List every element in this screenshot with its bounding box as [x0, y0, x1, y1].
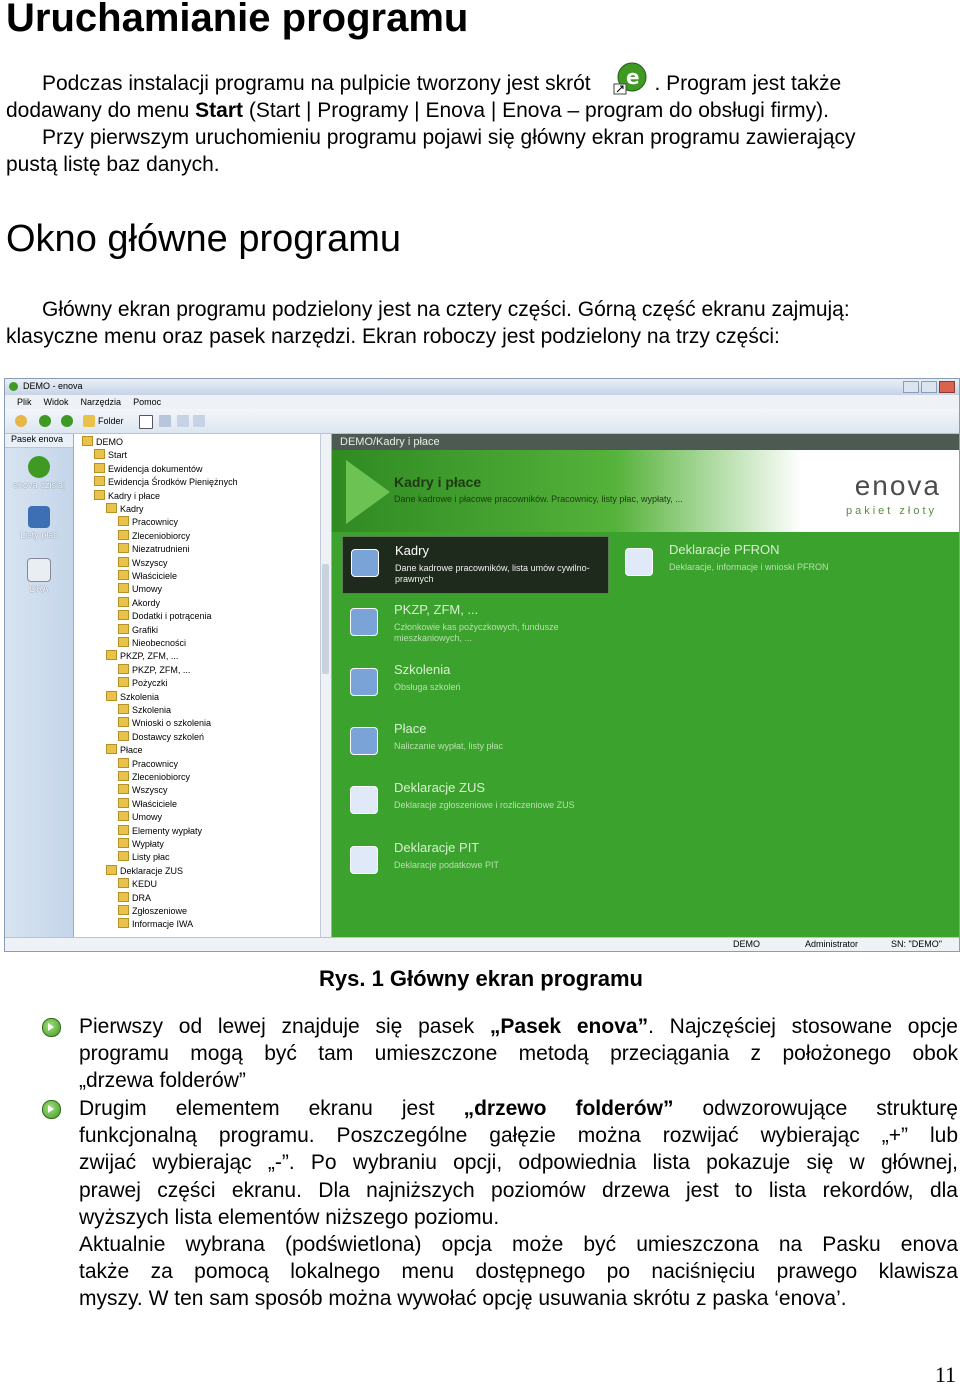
tree-item-label: Pożyczki — [132, 678, 168, 689]
folder-icon — [118, 918, 129, 928]
bullet2-line-3: zwijać wybierając „-”. Po wybraniu opcji, odpowiednia lista pokazuje się w głównej, — [79, 1151, 958, 1175]
enova-icon — [28, 456, 50, 478]
tree-item[interactable] — [118, 758, 178, 770]
tree-item[interactable] — [118, 530, 190, 542]
tree-item[interactable] — [118, 798, 177, 810]
tree-item-label: Akordy — [132, 597, 161, 608]
tree-item-label: Kadry i płace — [108, 490, 161, 501]
tree-item-label: Płace — [120, 745, 143, 756]
status-user: Administrator — [805, 939, 859, 949]
pasek-item-label: enova dzisiaj — [12, 480, 66, 490]
tree-item[interactable] — [118, 570, 177, 582]
pasek-item-dra[interactable] — [5, 558, 73, 594]
document-icon — [350, 846, 378, 874]
folder-icon — [118, 811, 129, 821]
folder-icon — [94, 463, 105, 473]
desc-line-1: Główny ekran programu podzielony jest na cztery części. Górną część ekranu zajmują: — [42, 298, 850, 321]
intro-line-4: pustą listę baz danych. — [6, 153, 220, 176]
module-szkolenia[interactable] — [342, 656, 607, 712]
tree-item-label: KEDU — [132, 879, 158, 890]
folder-icon — [118, 731, 129, 741]
module-desc: Obsługa szkoleń — [394, 682, 461, 692]
folder-icon — [118, 892, 129, 902]
window-titlebar — [5, 379, 959, 395]
tree-item[interactable] — [118, 543, 190, 555]
status-bar — [5, 937, 959, 952]
module-desc: Dane kadrowe pracowników, lista umów cywilno-prawnych — [395, 563, 590, 584]
tree-item[interactable] — [118, 838, 164, 850]
tree-item[interactable] — [118, 784, 168, 796]
tree-item[interactable] — [118, 905, 187, 917]
menu-plik[interactable]: Plik — [17, 397, 32, 407]
tree-item-label: Właściciele — [132, 798, 178, 809]
tree-item[interactable] — [118, 557, 168, 569]
module-desc: Deklaracje podatkowe PIT — [394, 860, 500, 870]
tree-item[interactable] — [118, 878, 157, 890]
tree-item[interactable] — [118, 677, 168, 689]
logo-subtitle: pakiet złoty — [845, 505, 937, 517]
folder-icon — [118, 664, 129, 674]
people-icon — [350, 608, 378, 636]
pasek-enova — [5, 434, 74, 937]
close-icon[interactable] — [939, 381, 955, 393]
tree-item[interactable] — [106, 503, 144, 515]
tree-item-label: Ewidencja Środków Pieniężnych — [108, 477, 238, 488]
folder-tree — [74, 434, 332, 937]
module-title: Deklaracje PIT — [394, 840, 480, 855]
menu-bar — [5, 395, 959, 409]
pasek-title: Pasek enova — [5, 434, 73, 448]
intro-text: Podczas instalacji programu na pulpicie tworzony jest skrót — [42, 72, 591, 95]
bullet-paragraph-1 — [79, 1013, 958, 1095]
tree-item[interactable] — [106, 744, 143, 756]
people-icon — [350, 727, 378, 755]
tree-item-label: Deklaracje ZUS — [120, 865, 184, 876]
play-icon — [346, 460, 390, 524]
tree-item-label: Zgłoszeniowe — [132, 906, 188, 916]
tree-item-label: Wszyscy — [132, 557, 168, 568]
module-title: PKZP, ZFM, ... — [394, 602, 479, 617]
tree-item[interactable] — [118, 624, 158, 636]
intro-paragraph — [6, 62, 958, 178]
bullet2-line-1 — [79, 1095, 958, 1122]
tree-item[interactable] — [118, 892, 151, 904]
start-menu-label: Start — [195, 99, 243, 122]
tree-item[interactable] — [106, 865, 183, 877]
tree-item[interactable] — [118, 610, 212, 622]
module-title: Szkolenia — [394, 662, 451, 677]
bullet2-line-2: funkcjonalną programu. Poszczególne gałęzie można rozwijać wybierając „+” lub — [79, 1124, 958, 1148]
tree-item[interactable] — [118, 597, 160, 609]
folder-icon — [118, 905, 129, 915]
tree-item[interactable] — [118, 918, 193, 930]
tree-item-label: Start — [108, 450, 128, 461]
intro-line-3: Przy pierwszym uruchomieniu programu pojawi się główny ekran programu zawierający — [42, 126, 856, 149]
folder-icon — [118, 543, 129, 553]
tree-item-label: Pracownicy — [132, 758, 179, 769]
pasek-item-listy-plac[interactable] — [5, 506, 73, 540]
folder-icon — [118, 878, 129, 888]
folder-icon — [118, 704, 129, 714]
folder-icon — [82, 436, 93, 446]
folder-icon — [118, 624, 129, 634]
intro-text: . Program jest także — [654, 72, 842, 95]
tree-item-label: PKZP, ZFM, ... — [120, 651, 179, 662]
module-title: Deklaracje PFRON — [669, 542, 780, 557]
folder-icon[interactable] — [83, 415, 95, 427]
bullet1-text: Pierwszy od lewej znajduje się pasek — [79, 1015, 490, 1038]
module-deklaracje-zus[interactable] — [342, 774, 607, 830]
folder-icon — [94, 490, 105, 500]
banner-title: Kadry i płace — [394, 474, 482, 490]
folder-icon — [106, 503, 117, 513]
folder-icon — [118, 557, 129, 567]
module-deklaracje-pit[interactable] — [342, 834, 607, 890]
tree-item-label: Grafiki — [132, 624, 159, 635]
tree-item-label: Dodatki i potrącenia — [132, 611, 212, 622]
tree-item-label: PKZP, ZFM, ... — [132, 664, 191, 675]
folder-icon — [94, 476, 105, 486]
para3-line-1: Aktualnie wybrana (podświetlona) opcja może być umieszczona na Pasku enova — [79, 1233, 958, 1256]
people-icon — [350, 668, 378, 696]
bullet-icon — [42, 1018, 61, 1037]
tree-item-label: Szkolenia — [132, 705, 172, 715]
tree-item-label: Umowy — [132, 812, 163, 823]
tree-item-label: Zleceniobiorcy — [132, 530, 191, 541]
tree-item-label: Kadry — [120, 504, 144, 514]
window-title: DEMO - enova — [23, 381, 83, 391]
toolbar — [5, 409, 959, 434]
tree-item[interactable] — [118, 717, 211, 729]
module-desc: Członkowie kas pożyczkowych, fundusze mieszkaniowych, ... — [394, 622, 559, 643]
tree-item-label: Właściciele — [132, 571, 178, 581]
up-icon[interactable] — [15, 415, 27, 427]
para3-line-3: myszy. W ten sam sposób można wywołać opcję usuwania skrótu z paska ‘enova’. — [79, 1287, 847, 1311]
drzewo-folderow-term: „drzewo folderów” — [463, 1097, 674, 1120]
tree-item-label: Wszyscy — [132, 785, 168, 796]
svg-text:e: e — [626, 65, 641, 89]
banner-subtitle: Dane kadrowe i płacowe pracowników. Pracownicy, listy płac, wypłaty, ... — [394, 494, 683, 504]
app-screenshot — [4, 378, 960, 952]
status-sn: SN: "DEMO" — [891, 939, 942, 949]
folder-icon — [118, 530, 129, 540]
folder-icon — [118, 825, 129, 835]
status-db: DEMO — [733, 939, 760, 949]
folder-icon — [118, 516, 129, 526]
tree-item-label: Informacje IWA — [132, 919, 194, 930]
folder-icon — [118, 677, 129, 687]
cut-icon[interactable] — [193, 415, 205, 427]
tree-item-label: Zleceniobiorcy — [132, 772, 191, 782]
description-paragraph — [6, 296, 958, 350]
module-title: Deklaracje ZUS — [394, 780, 486, 795]
view-icon[interactable] — [139, 415, 153, 429]
desc-line-2: klasyczne menu oraz pasek narzędzi. Ekran roboczy jest podzielony na trzy części: — [6, 325, 780, 348]
folder-icon — [106, 865, 117, 875]
tree-item[interactable] — [106, 650, 178, 662]
tree-item-label: Listy płac — [132, 852, 170, 863]
paragraph-3 — [79, 1231, 958, 1313]
tree-item[interactable] — [94, 476, 238, 488]
folder-icon — [118, 771, 129, 781]
tree-item[interactable] — [94, 463, 203, 475]
tree-item[interactable] — [106, 691, 159, 703]
page-number: 11 — [934, 1362, 956, 1387]
intro-text: dodawany do menu — [6, 99, 196, 122]
module-title: Płace — [394, 721, 427, 736]
module-kadry[interactable] — [342, 536, 609, 594]
intro-line-1 — [6, 62, 958, 97]
tree-item[interactable] — [82, 436, 123, 448]
tree-item[interactable] — [118, 825, 202, 837]
section-heading: Okno główne programu — [6, 218, 401, 260]
intro-line-2 — [6, 97, 958, 124]
folder-icon — [118, 784, 129, 794]
document-icon — [27, 558, 51, 582]
app-icon — [9, 382, 18, 391]
folder-icon — [118, 570, 129, 580]
tree-item-label: Wypłaty — [132, 839, 164, 849]
tree-item-label: Elementy wypłaty — [132, 825, 203, 836]
tree-item-label: Umowy — [132, 584, 163, 595]
pasek-item-enova-dzisiaj[interactable] — [5, 456, 73, 490]
folder-icon — [94, 449, 105, 459]
pasek-item-label: Listy płac — [20, 530, 58, 540]
tree-scrollbar[interactable] — [320, 434, 331, 937]
bullet1-line-2: programu mogą być tam umieszczone metodą przeciągania z położonego obok — [79, 1042, 958, 1066]
folder-icon — [118, 597, 129, 607]
tree-item[interactable] — [118, 583, 162, 595]
tree-item-label: Nieobecności — [132, 638, 187, 648]
forward-icon[interactable] — [61, 415, 73, 427]
bullet2-line-4: prawej części ekranu. Dla najniższych poziomów drzewa jest to lista rekordów, dla — [79, 1178, 958, 1202]
tree-item[interactable] — [118, 516, 178, 528]
module-title: Kadry — [395, 543, 429, 558]
tree-item[interactable] — [118, 664, 190, 676]
pasek-enova-term: „Pasek enova” — [489, 1015, 649, 1038]
module-pkzp[interactable] — [342, 596, 607, 652]
bullet-paragraph-2 — [79, 1095, 958, 1231]
bullet1-text: . Najczęściej stosowane opcje — [648, 1015, 958, 1038]
module-desc: Deklaracje zgłoszeniowe i rozliczeniowe ZUS — [394, 800, 575, 810]
list-icon[interactable] — [159, 415, 171, 427]
people-icon — [28, 506, 50, 528]
module-deklaracje-pfron[interactable] — [617, 536, 882, 592]
tree-item[interactable] — [118, 811, 162, 823]
pasek-item-label: DRA — [29, 584, 49, 594]
tree-item-label: Pracownicy — [132, 517, 179, 528]
module-desc: Deklaracje, informacje i wnioski PFRON — [669, 562, 829, 572]
tree-item[interactable] — [118, 731, 204, 743]
tree-item[interactable] — [118, 704, 171, 716]
enova-logo: enova — [854, 470, 941, 501]
bullet2-text: Drugim elementem ekranu jest — [79, 1097, 464, 1120]
bullet-icon — [42, 1100, 61, 1119]
module-desc: Naliczanie wypłat, listy płac — [394, 741, 504, 751]
folder-icon — [118, 583, 129, 593]
para3-line-2: także za pomocą lokalnego menu dostępnego po naciśnięciu prawego klawisza — [79, 1260, 958, 1284]
tree-item-label: DRA — [132, 892, 152, 903]
folder-icon — [118, 717, 129, 727]
main-content — [332, 434, 959, 937]
tree-item[interactable] — [94, 490, 160, 502]
enova-shortcut-icon — [610, 62, 654, 92]
tree-item-label: Dostawcy szkoleń — [132, 731, 205, 742]
tree-item[interactable] — [118, 637, 186, 649]
tree-item-label: Ewidencja dokumentów — [108, 463, 203, 474]
folder-icon — [118, 610, 129, 620]
menu-narzedzia[interactable]: Narzędzia — [80, 397, 122, 407]
folder-icon — [118, 637, 129, 647]
tree-item[interactable] — [94, 449, 127, 461]
folder-icon — [106, 691, 117, 701]
folder-icon — [118, 838, 129, 848]
intro-text: (Start | Programy | Enova | Enova – program do obsługi firmy). — [243, 99, 829, 122]
figure-caption: Rys. 1 Główny ekran programu — [319, 966, 643, 991]
folder-dropdown[interactable]: Folder — [98, 416, 124, 426]
maximize-icon[interactable] — [921, 381, 937, 393]
menu-pomoc[interactable]: Pomoc — [133, 397, 162, 407]
tree-item[interactable] — [118, 851, 170, 863]
delete-icon[interactable] — [177, 415, 189, 427]
tree-item-label: Szkolenia — [120, 691, 160, 702]
bullet1-line-3: „drzewa folderów” — [79, 1069, 246, 1093]
content-breadcrumb: DEMO/Kadry i płace — [332, 434, 959, 450]
tree-item-label: Wnioski o szkolenia — [132, 718, 212, 729]
folder-icon — [106, 744, 117, 754]
folder-icon — [118, 851, 129, 861]
tree-item[interactable] — [118, 771, 190, 783]
bullet2-line-5: wyższych lista elementów niższego poziomu. — [79, 1205, 500, 1229]
module-place[interactable] — [342, 715, 607, 771]
tree-item-label: DEMO — [96, 437, 123, 447]
people-icon — [351, 549, 379, 577]
bullet2-text: odwzorowujące strukturę — [673, 1097, 958, 1120]
folder-icon — [118, 798, 129, 808]
menu-widok[interactable]: Widok — [43, 397, 69, 407]
back-icon[interactable] — [39, 415, 51, 427]
folder-icon — [118, 758, 129, 768]
bullet1-line-1 — [79, 1013, 958, 1040]
minimize-icon[interactable] — [903, 381, 919, 393]
tree-scroll-thumb[interactable] — [322, 564, 329, 674]
module-banner — [332, 450, 959, 532]
folder-icon — [106, 650, 117, 660]
document-icon — [625, 548, 653, 576]
page-heading: Uruchamianie programu — [6, 0, 469, 40]
tree-item-label: Niezatrudnieni — [132, 544, 190, 555]
document-icon — [350, 786, 378, 814]
